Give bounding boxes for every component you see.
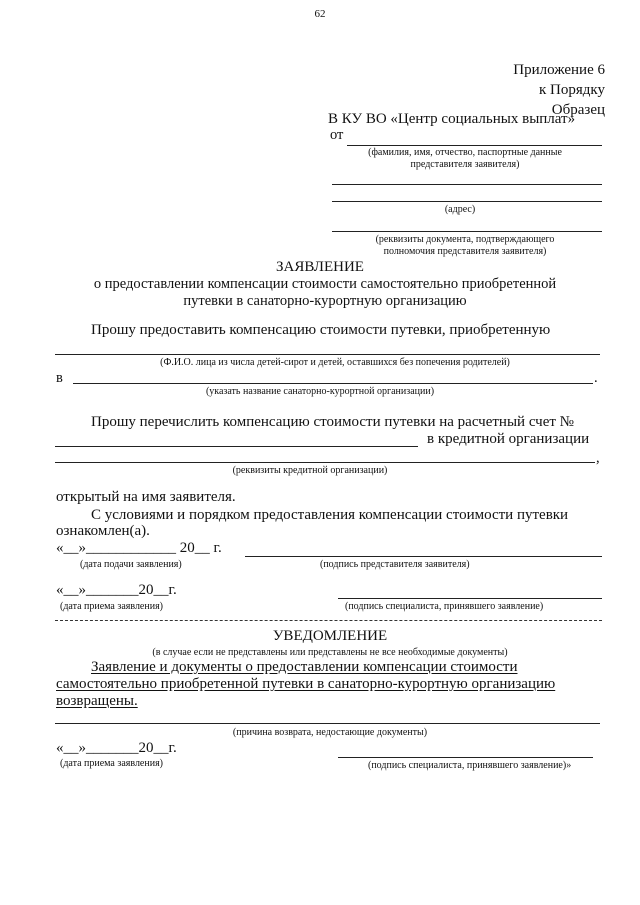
terms-text-line2: ознакомлен(а). xyxy=(56,523,150,539)
recipient-to: В КУ ВО «Центр социальных выплат» xyxy=(328,111,576,127)
transfer-text: Прошу перечислить компенсацию стоимости путевки на расчетный счет № xyxy=(91,414,574,430)
caption-docs-line2: полномочия представителя заявителя) xyxy=(383,246,547,257)
fio-line-2[interactable] xyxy=(332,184,602,185)
caption-docs xyxy=(345,234,585,258)
caption-docs-line1: (реквизиты документа, подтверждающего xyxy=(375,234,555,245)
docs-line[interactable] xyxy=(332,231,602,232)
caption-notice-specialist-sign: (подпись специалиста, принявшего заявление)» xyxy=(368,760,572,771)
notice-date[interactable]: «__»_______20__г. xyxy=(56,740,177,756)
notice-text-line1: Заявление и документы о предоставлении компенсации стоимости xyxy=(91,659,518,675)
notice-text-line3: возвращены. xyxy=(56,693,138,709)
bank-comma: , xyxy=(596,450,600,466)
in-label: в xyxy=(56,370,63,386)
caption-reason: (причина возврата, недостающие документы) xyxy=(232,727,428,738)
from-label: от xyxy=(330,127,344,143)
notice-subtitle: (в случае если не представлены или представлены не все необходимые документы) xyxy=(152,647,508,658)
title-line2: путевки в санаторно-курортную организацию xyxy=(183,293,467,309)
order-line: к Порядку xyxy=(539,82,605,98)
caption-notice-date: (дата приема заявления) xyxy=(60,758,164,769)
caption-person: (Ф.И.О. лица из числа детей-сирот и детей, оставшихся без попечения родителей) xyxy=(160,357,510,368)
tear-off-separator xyxy=(55,620,602,621)
account-number-line[interactable] xyxy=(55,446,418,447)
sample-line: Образец xyxy=(551,102,605,118)
page-number: 62 xyxy=(314,8,326,20)
address-line[interactable] xyxy=(332,201,602,202)
org-end-dot: . xyxy=(594,370,598,386)
person-line[interactable] xyxy=(55,354,600,355)
acceptance-date[interactable]: «__»_______20__г. xyxy=(56,582,177,598)
notice-specialist-sign-line[interactable] xyxy=(338,757,593,758)
caption-acceptance-date: (дата приема заявления) xyxy=(60,601,164,612)
request-text: Прошу предоставить компенсацию стоимости путевки, приобретенную xyxy=(91,322,551,338)
appendix-line: Приложение 6 xyxy=(513,62,605,78)
from-line[interactable] xyxy=(347,145,602,146)
caption-fio xyxy=(350,147,580,171)
title-line1: о предоставлении компенсации стоимости самостоятельно приобретенной xyxy=(93,276,557,292)
credit-org-text: в кредитной организации xyxy=(427,431,590,447)
opened-text: открытый на имя заявителя. xyxy=(56,489,236,505)
caption-fio-line1: (фамилия, имя, отчество, паспортные данные xyxy=(368,147,562,158)
caption-specialist-sign: (подпись специалиста, принявшего заявление) xyxy=(345,601,544,612)
terms-text-line1: С условиями и порядком предоставления компенсации стоимости путевки xyxy=(91,507,569,523)
specialist-sign-line[interactable] xyxy=(338,598,602,599)
caption-representative-sign: (подпись представителя заявителя) xyxy=(320,559,470,570)
caption-address: (адрес) xyxy=(444,204,476,215)
reason-line[interactable] xyxy=(55,723,600,724)
bank-details-line[interactable] xyxy=(55,462,595,463)
submission-date[interactable]: «__»____________ 20__ г. xyxy=(56,540,222,556)
document-title: ЗАЯВЛЕНИЕ xyxy=(276,259,364,275)
caption-bank: (реквизиты кредитной организации) xyxy=(232,465,388,476)
organization-line[interactable] xyxy=(73,383,593,384)
representative-sign-line[interactable] xyxy=(245,556,602,557)
notice-title: УВЕДОМЛЕНИЕ xyxy=(272,628,388,644)
caption-organization: (указать название санаторно-курортной организации) xyxy=(205,386,435,397)
caption-fio-line2: представителя заявителя) xyxy=(410,159,520,170)
notice-text-line2: самостоятельно приобретенной путевки в санаторно-курортную организацию xyxy=(56,676,556,692)
caption-submission-date: (дата подачи заявления) xyxy=(80,559,182,570)
